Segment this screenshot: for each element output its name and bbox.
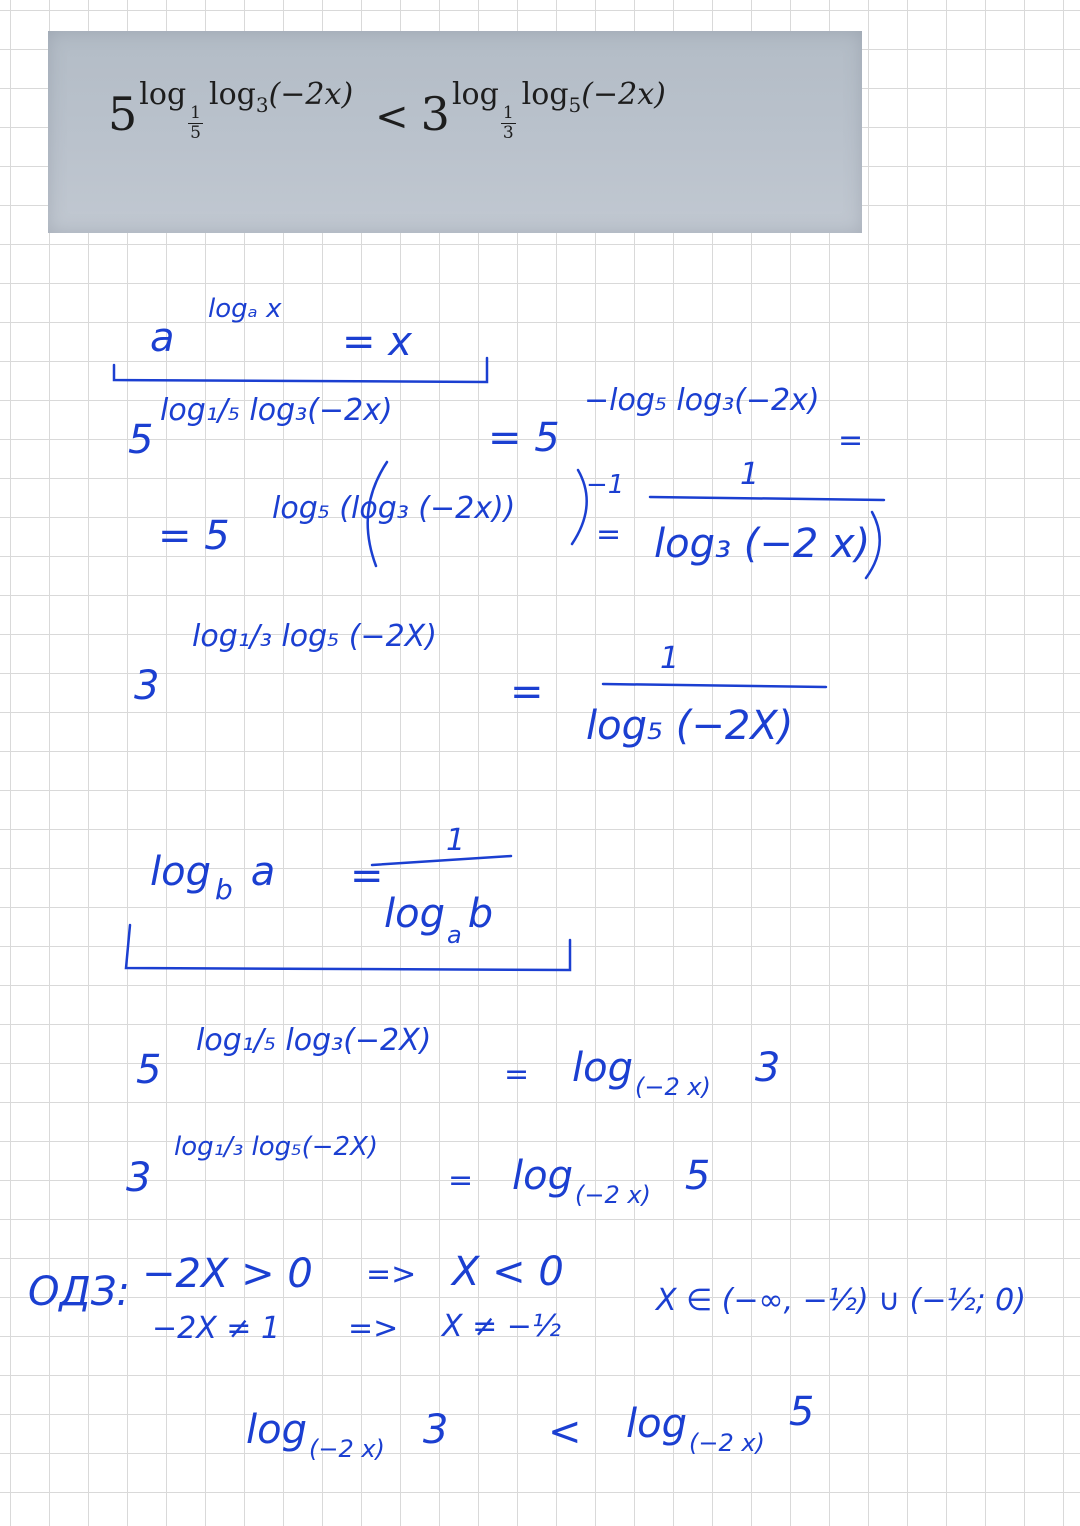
identity2-denominator bbox=[384, 891, 494, 949]
right-exp-inner-log: log bbox=[521, 77, 569, 112]
right-exp-frac-den: 3 bbox=[502, 123, 514, 143]
line5-rhs bbox=[512, 1153, 711, 1209]
odz-row2-condition: −2X ≠ 1 bbox=[152, 1311, 281, 1346]
identity2-lhs bbox=[150, 849, 276, 906]
line1-equals: = 5 bbox=[488, 415, 560, 461]
final-lhs-sub: (−2 x) bbox=[308, 1435, 385, 1463]
odz-label: ОДЗ: bbox=[28, 1269, 130, 1315]
line3-fraction-numerator: 1 bbox=[660, 641, 680, 676]
line3-fraction-denominator: log₅ (−2X) bbox=[586, 703, 794, 749]
line2-prefix: = 5 bbox=[158, 513, 230, 559]
left-exp-inner-log: log bbox=[208, 77, 256, 112]
line5-base: 3 bbox=[126, 1155, 152, 1201]
line5-rhs-sub: (−2 x) bbox=[574, 1181, 651, 1209]
right-exp-inner-sub: 5 bbox=[568, 93, 582, 117]
left-exp-frac-den: 5 bbox=[190, 123, 201, 143]
odz-row1-result: X < 0 bbox=[452, 1249, 564, 1295]
line5-exponent: log₁/₃ log₅(−2X) bbox=[174, 1132, 378, 1162]
right-base: 3 bbox=[420, 87, 450, 141]
right-exp-fraction bbox=[501, 105, 516, 142]
right-exp-arg: (−2x) bbox=[581, 77, 666, 112]
line4-rhs bbox=[572, 1045, 781, 1101]
line2-fraction-bar bbox=[650, 497, 884, 500]
odz-row1-arrow: => bbox=[366, 1257, 417, 1292]
identity2-lhs-sub: b bbox=[214, 873, 233, 906]
identity1-rhs: = x bbox=[342, 319, 412, 365]
right-exp-frac-num: 1 bbox=[502, 103, 514, 123]
identity1-base: a bbox=[150, 315, 175, 361]
left-exp-arg: (−2x) bbox=[268, 77, 354, 112]
line3-base: 3 bbox=[134, 663, 160, 709]
left-exponent bbox=[139, 77, 354, 143]
line2-fraction-numerator: 1 bbox=[740, 457, 760, 492]
odz-interval: X ∈ (−∞, −½) ∪ (−½; 0) bbox=[656, 1283, 1026, 1318]
line3-fraction-bar bbox=[603, 684, 826, 687]
final-rhs-sub: (−2 x) bbox=[688, 1429, 765, 1457]
line5-rhs-arg: 5 bbox=[684, 1153, 711, 1199]
identity1-exponent: logₐ x bbox=[208, 294, 282, 324]
identity2-fraction-bar bbox=[372, 856, 511, 865]
identity2-den-arg: b bbox=[467, 891, 494, 937]
identity2-bracket bbox=[126, 925, 570, 970]
line2-power: −1 bbox=[586, 470, 625, 500]
line4-exponent: log₁/₅ log₃(−2X) bbox=[196, 1023, 432, 1058]
line5-rhs-log: log bbox=[512, 1153, 573, 1199]
line4-base: 5 bbox=[136, 1047, 162, 1093]
line2-fraction-denominator: log₃ (−2 x) bbox=[654, 521, 871, 567]
final-rhs bbox=[626, 1389, 815, 1457]
final-relation: < bbox=[548, 1409, 582, 1455]
final-lhs-log: log bbox=[246, 1407, 307, 1453]
line3-exponent: log₁/₃ log₅ (−2X) bbox=[192, 619, 437, 654]
line1-lhs-exponent: log₁/₅ log₃(−2x) bbox=[160, 393, 393, 428]
left-exp-fraction bbox=[188, 105, 203, 142]
left-exp-frac-num: 1 bbox=[190, 103, 201, 123]
line3-equals: = bbox=[510, 669, 544, 715]
final-rhs-log: log bbox=[626, 1401, 687, 1447]
line2-big-paren-right bbox=[572, 470, 587, 544]
line4-rhs-log: log bbox=[572, 1045, 633, 1091]
identity2-numerator: 1 bbox=[446, 823, 466, 858]
problem-inequality bbox=[108, 77, 666, 168]
left-exp-inner-sub: 3 bbox=[255, 93, 269, 117]
line4-rhs-arg: 3 bbox=[754, 1045, 781, 1091]
line1-trailing-equals: = bbox=[838, 423, 864, 458]
final-lhs bbox=[246, 1407, 449, 1463]
odz-row1-condition: −2X > 0 bbox=[142, 1251, 313, 1297]
final-lhs-arg: 3 bbox=[422, 1407, 449, 1453]
identity2-den-sub: a bbox=[446, 921, 462, 949]
right-exp-log: log bbox=[451, 77, 499, 112]
identity1-bracket bbox=[114, 358, 487, 382]
identity2-lhs-log: log bbox=[150, 849, 211, 895]
line1-rhs-exponent: −log₅ log₃(−2x) bbox=[584, 383, 820, 418]
relation-symbol: < bbox=[375, 94, 409, 140]
final-rhs-arg: 5 bbox=[788, 1389, 815, 1435]
line1-lhs-base: 5 bbox=[128, 417, 154, 463]
odz-row2-result: X ≠ −½ bbox=[442, 1309, 561, 1344]
line2-exponent: log₅ (log₃ (−2x)) bbox=[272, 491, 516, 526]
left-exp-log: log bbox=[139, 77, 187, 112]
identity2-lhs-arg: a bbox=[250, 849, 276, 895]
problem-photo bbox=[48, 31, 862, 233]
line4-rhs-sub: (−2 x) bbox=[634, 1073, 711, 1101]
left-base: 5 bbox=[108, 87, 138, 141]
line5-equals: = bbox=[448, 1163, 474, 1198]
line4-equals: = bbox=[504, 1057, 530, 1092]
odz-row2-arrow: => bbox=[348, 1311, 399, 1346]
line2-equals: = bbox=[596, 517, 622, 552]
identity2-equals: = bbox=[350, 853, 384, 899]
identity1 bbox=[150, 315, 175, 361]
right-exponent bbox=[451, 77, 666, 143]
identity2-den-log: log bbox=[384, 891, 445, 937]
